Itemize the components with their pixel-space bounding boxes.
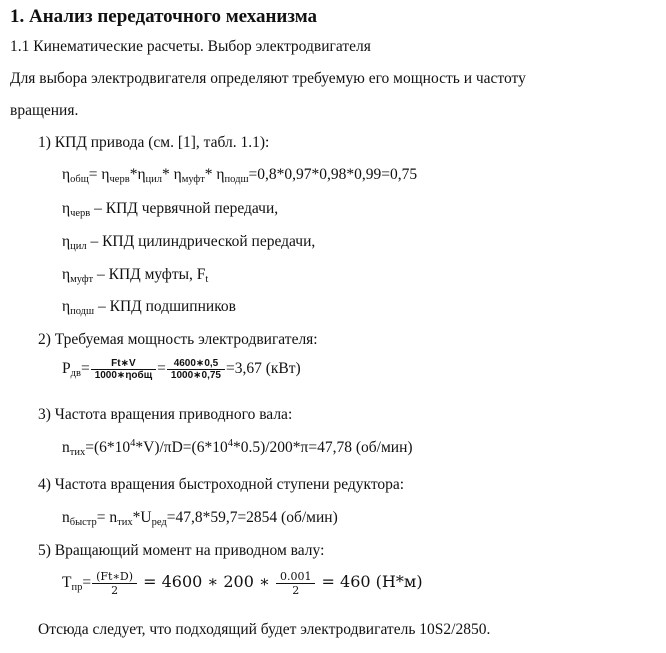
section-heading: 1. Анализ передаточного механизма [10,6,318,27]
intro-line-1: Для выбора электродвигателя определяют требуемую его мощность и частоту [10,70,526,87]
item-3-title: 3) Частота вращения приводного вала: [38,406,293,423]
torque-formula: $T_{пр}=$ $\frac{(Ft∗D)}{2}$ = 4600 ∗ 200 ∗ $\frac{0.001}{2}$ = 460 (Н*м) [62,570,423,597]
shaft-speed-formula: $n_{тих}=(6*10^4*V)/\pi D=(6*10^4*0.5)/200*\pi=47,78$ (об/мин) [62,438,413,458]
def-cylindrical-gear: $\eta_{цил}$ – КПД цилиндрической передачи, [62,233,316,252]
power-formula: $P_{дв}=$ $\frac{Ft∗V}{\text{1000∗ηобщ}}$ = $\frac{4600∗0,5}{1000∗0,75}$ =3,67 (кВт) [62,358,301,381]
def-worm-gear: $\eta_{черв}$ – КПД червячной передачи, [62,200,279,219]
fast-stage-speed-formula: $n_{быстр}= n_{тих}*U_{ред}=47,8*59,7=2854$ (об/мин) [62,509,338,528]
item-4-title: 4) Частота вращения быстроходной ступени редуктора: [38,476,405,493]
item-2-title: 2) Требуемая мощность электродвигателя: [38,331,318,348]
power-fraction-2: $\frac{4600∗0,5}{1000∗0,75}$ [167,358,225,381]
def-bearings: $\eta_{подш}$ – КПД подшипников [62,298,237,317]
intro-line-2: вращения. [10,102,79,119]
item-1-title: 1) КПД привода (см. [1], табл. 1.1): [38,134,270,151]
subsection-heading: 1.1 Кинематические расчеты. Выбор электродвигателя [10,38,371,55]
def-coupling: $\eta_{муфт}$ – КПД муфты, $F_t$ [62,266,209,285]
efficiency-formula: $\eta_{общ}= \eta_{черв}*\eta_{цил}*$ $\eta_{муфт}*$ $\eta_{подш}=0,8*0,97*0,98*0,99=0,75$ [62,166,418,185]
conclusion: Отсюда следует, что подходящий будет электродвигатель 10S2/2850. [38,621,491,638]
item-5-title: 5) Вращающий момент на приводном валу: [38,542,325,559]
torque-fraction-1: $\frac{(Ft∗D)}{2}$ [92,570,137,597]
power-fraction-1: $\frac{Ft∗V}{\text{1000∗ηобщ}}$ [91,358,156,381]
torque-fraction-2: $\frac{0.001}{2}$ [276,570,316,597]
